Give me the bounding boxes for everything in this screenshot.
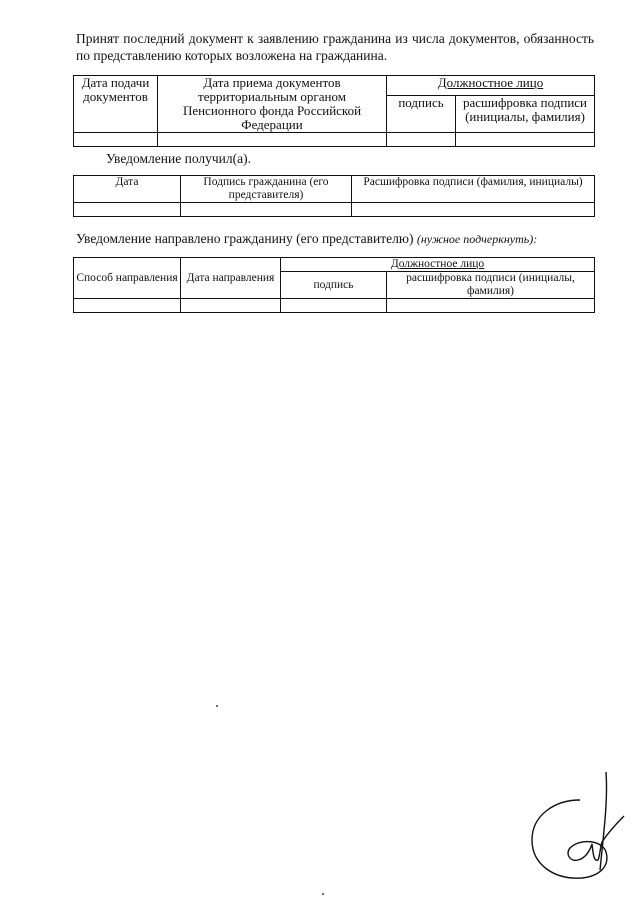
signature-stroke (600, 772, 607, 870)
notice-sent-text: Уведомление направлено гражданину (его представителю) (76, 231, 414, 246)
cell-date-received[interactable] (158, 133, 387, 147)
paragraph-last-document: Принят последний документ к заявлению гражданина из числа документов, обязанность по представлению которых возложена на гражданина. (76, 31, 594, 63)
cell-signature[interactable] (281, 299, 387, 313)
header-signature-decoded: Расшифровка подписи (фамилия, инициалы) (352, 176, 595, 203)
scan-speck (216, 705, 218, 707)
cell-signature-decoded[interactable] (456, 133, 595, 147)
header-signature-decoded: расшифровка подписи (инициалы, фамилия) (387, 272, 595, 299)
notice-sent-note: (нужное подчеркнуть): (416, 232, 538, 246)
notice-sent (76, 230, 606, 248)
cell-date[interactable] (74, 203, 181, 217)
header-date-received: Дата приема документов территориальным органом Пенсионного фонда Российской Федерации (158, 76, 387, 133)
header-official: Должностное лицо (281, 258, 595, 272)
header-official: Должностное лицо (387, 76, 595, 96)
table-notice-received (73, 175, 595, 217)
header-signature: подпись (281, 272, 387, 299)
cell-date-submitted[interactable] (74, 133, 158, 147)
header-date-submitted: Дата подачи документов (74, 76, 158, 133)
handwritten-signature (520, 770, 630, 890)
header-method: Способ направления (74, 258, 181, 299)
cell-signature[interactable] (387, 133, 456, 147)
notice-received: Уведомление получил(а). (106, 151, 251, 166)
cell-date-sent[interactable] (181, 299, 281, 313)
scan-speck (322, 893, 324, 895)
signature-letters (578, 842, 602, 860)
cell-citizen-signature[interactable] (181, 203, 352, 217)
table-notice-sent (73, 257, 595, 313)
cell-signature-decoded[interactable] (387, 299, 595, 313)
cell-method[interactable] (74, 299, 181, 313)
header-date: Дата (74, 176, 181, 203)
signature-loop (532, 800, 607, 878)
header-signature: подпись (387, 96, 456, 133)
table-document-receipt (73, 75, 595, 147)
header-signature-decoded: расшифровка подписи (инициалы, фамилия) (456, 96, 595, 133)
cell-signature-decoded[interactable] (352, 203, 595, 217)
header-citizen-signature: Подпись гражданина (его представителя) (181, 176, 352, 203)
header-date-sent: Дата направления (181, 258, 281, 299)
